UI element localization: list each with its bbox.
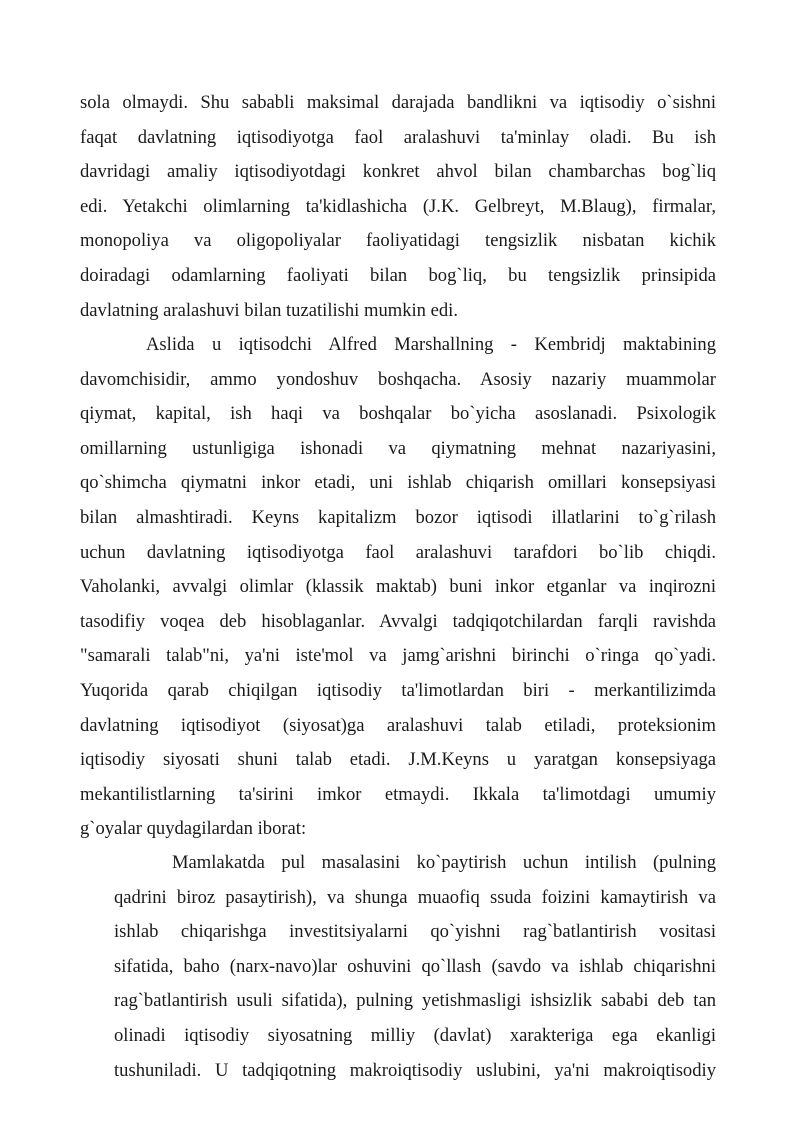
- text-line: doiradagi odamlarning faoliyati bilan bog`liq, bu tengsizlik prinsipida: [80, 264, 716, 286]
- text-line: qadrini biroz pasaytirish), va shunga muaofiq ssuda foizini kamaytirish va: [114, 886, 716, 908]
- text-line: "samarali talab"ni, ya'ni iste'mol va jamg`arishni birinchi o`ringa qo`yadi.: [80, 645, 716, 667]
- text-line: davomchisidir, ammo yondoshuv boshqacha. Asosiy nazariy muammolar: [80, 368, 716, 390]
- text-line: uchun davlatning iqtisodiyotga faol aralashuvi tarafdori bo`lib chiqdi.: [80, 541, 716, 563]
- text-line: ishlab chiqarishga investitsiyalarni qo`yishni rag`batlantirish vositasi: [114, 921, 716, 943]
- paragraph-3: [114, 846, 716, 1088]
- text-line: edi. Yetakchi olimlarning ta'kidlashicha (J.K. Gelbreyt, M.Blaug), firmalar,: [80, 195, 716, 217]
- text-line: qo`shimcha qiymatni inkor etadi, uni ishlab chiqarish omillari konsepsiyasi: [80, 472, 716, 494]
- text-line: davlatning aralashuvi bilan tuzatilishi mumkin edi.: [80, 299, 458, 321]
- text-line: sola olmaydi. Shu sababli maksimal darajada bandlikni va iqtisodiy o`sishni: [80, 92, 716, 113]
- text-line: iqtisodiy siyosati shuni talab etadi. J.M.Keyns u yaratgan konsepsiyaga: [80, 749, 716, 771]
- text-line: Yuqorida qarab chiqilgan iqtisodiy ta'limotlardan biri - merkantilizimda: [80, 679, 716, 701]
- text-line: tasodifiy voqea deb hisoblaganlar. Avvalgi tadqiqotchilardan farqli ravishda: [80, 610, 716, 632]
- text-line: olinadi iqtisodiy siyosatning milliy (davlat) xarakteriga ega ekanligi: [114, 1024, 716, 1046]
- text-line: bilan almashtiradi. Keyns kapitalizm bozor iqtisodi illatlarini to`g`rilash: [80, 506, 716, 528]
- text-line: g`oyalar quydagilardan iborat:: [80, 818, 307, 840]
- text-line: Vaholanki, avvalgi olimlar (klassik maktab) buni inkor etganlar va inqirozni: [80, 576, 716, 598]
- text-line: davlatning iqtisodiyot (siyosat)ga aralashuvi talab etiladi, proteksionim: [80, 714, 716, 736]
- text-line: sifatida, baho (narx-navo)lar oshuvini qo`llash (savdo va ishlab chiqarishni: [114, 955, 716, 977]
- paragraph-1: [80, 86, 716, 328]
- text-line: rag`batlantirish usuli sifatida), pulning yetishmasligi ishsizlik sababi deb tan: [114, 990, 716, 1012]
- text-line: Mamlakatda pul masalasini ko`paytirish uchun intilish (pulning: [172, 852, 716, 873]
- text-line: qiymat, kapital, ish haqi va boshqalar bo`yicha asoslanadi. Psixologik: [80, 403, 716, 425]
- text-line: tushuniladi. U tadqiqotning makroiqtisodiy uslubini, ya'ni makroiqtisodiy: [114, 1059, 716, 1081]
- text-line: omillarning ustunligiga ishonadi va qiymatning mehnat nazariyasini,: [80, 437, 716, 459]
- text-line: mekantilistlarning ta'sirini imkor etmaydi. Ikkala ta'limotdagi umumiy: [80, 783, 716, 805]
- text-line: monopoliya va oligopoliyalar faoliyatidagi tengsizlik nisbatan kichik: [80, 230, 716, 252]
- paragraph-2: [80, 328, 716, 847]
- text-line: davridagi amaliy iqtisodiyotdagi konkret ahvol bilan chambarchas bog`liq: [80, 161, 716, 183]
- text-line: faqat davlatning iqtisodiyotga faol aralashuvi ta'minlay oladi. Bu ish: [80, 126, 716, 148]
- text-line: Aslida u iqtisodchi Alfred Marshallning - Kembridj maktabining: [146, 334, 716, 355]
